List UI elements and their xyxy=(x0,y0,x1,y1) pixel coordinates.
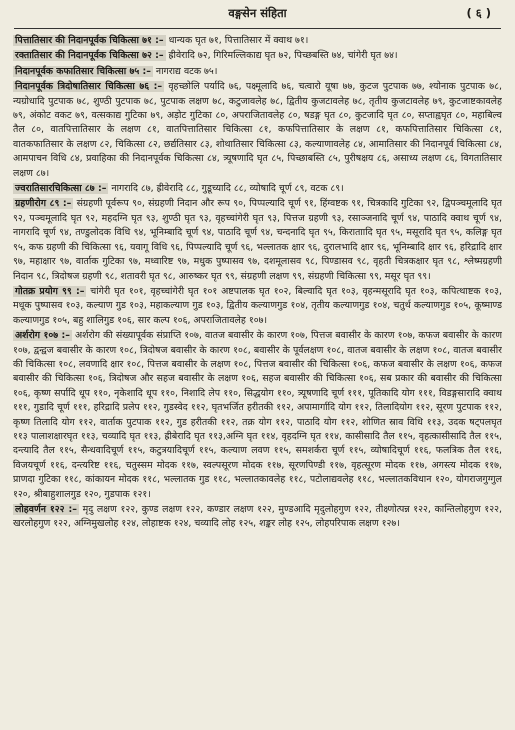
section-heading: लोहवर्णन १२२ :– xyxy=(15,504,77,515)
section-heading: निदानपूर्वक कफातिसार चिकित्सा ७५ :– xyxy=(15,65,151,77)
section-items: मृदु लक्षण १२२, कुण्ड लक्षण १२२, कण्डार लक्षण १२२, मुण्डआदि मृदुलोहगुण १२२, तीक्ष्णोत्पन्न १२२, कान्तिलोहगुण १२२, खरलोहगुण १२२, अग्निमुखलोह १२४, लोहाष्टक १२४, चव्यादि लोह १२५, शङ्कर लोह १२५, लोहपरिपाक लक्षण १२७। xyxy=(13,504,502,530)
section-heading: अर्शरोग १०७ :– xyxy=(15,330,70,342)
section-items: धान्यक घृत ७१, पित्तातिसार में क्वाथ ७१। xyxy=(165,35,309,46)
page-header xyxy=(0,6,515,24)
section-items: चांगेरी घृत १०१, वृहच्चांगेरी घृत १०१ अष्टपालक घृत १०२, बिल्वादि घृत १०३, वृहन्मसूरादि घृत १०३, कपित्थाष्टक १०३, मधूक पुष्पासव १०३, कल्याण गुड १०३, महाकल्याण गुड १०३, द्वितीय कल्याणगुड १०४, तृतीय कल्याणगुड १०४, चतुर्थ कल्याणगुड १०५, कूष्माण्ड कल्याणगुड १०५, बहु शालिगुड १०६, सार कल्प १०६, अपराजितावलेह १०७। xyxy=(13,285,502,326)
toc-entry xyxy=(13,65,502,79)
section-items: संग्रहणी पूर्वरूप ९०, संग्रहणी निदान और रूप ९०, पिप्पल्यादि चूर्ण ९१, हिंग्वष्टक ९१, चित्रकादि गुटिका ९२, द्विपञ्चमूलादि घृत ९२, पञ्चमूलादि घृत ९२, महदग्नि घृत ९३, शुण्ठी घृत ९३, वृहच्चांगेरी घृत ९३, पित्तज ग्रहणी ९३, रसाञ्जनादि चूर्ण ९४, पाठादि क्वाथ चूर्ण ९४, नागरादि चूर्ण ९४, तण्डुलोदक विधि ९४, भूनिम्बादि चूर्ण ९४, पाठादि चूर्ण ९४, चन्दनादि घृत ९५, किराताादि घृत ९५, मसूरादि घृत ९५, कलिङ्ग घृत ९५, कफ ग्रहणी की चिकित्सा ९६, यवागू विधि ९६, पिप्पल्यादि चूर्ण ९६, भल्लातक क्षार ९६, दुरालभादि क्षार ९६, भूनिम्बादि क्षार ९६, हरिद्रादि क्षार ९७, महाक्षार ९७, वार्ताक गुटिका ९७, मध्वारिष्ट ९७, मधुक पुष्पासव ९७, दशमूलासव ९८, पिण्डासव ९८, वृहती चित्रकक्षार घृत ९८, श्लेष्मग्रहणी निदान ९८, त्रिदोषज ग्रहणी ९८, शतावरी घृत ९८, आरुष्कर घृत ९९, संग्रहणी लक्षण ९९, संग्रहणी चिकित्सा ९९, मसूर घृत ९९। xyxy=(13,198,502,282)
page-number: ( ६ ) xyxy=(466,6,491,20)
section-items: अर्शरोग की संख्यापूर्वक संप्राप्ति १०७, वातज बवासीर के कारण १०७, पित्तज बवासीर के कारण १०७, कफज बवासीर के कारण १०७, द्वन्द्वज बवासीर के कारण १०८, त्रिदोषज बवासीर के कारण १०८, बवासीर के पूर्वलक्षण १०८, वातज बवासीर के लक्षण १०८, वातज बवासीर की चिकित्सा १०८, लवणादि क्षार १०८, पित्तज बवासीर के लक्षण १०८, पित्तज बवासीर की चिकित्सा १०६, कफज बवासीर के लक्षण १०६, कफज बवासीर की चिकित्सा १०६, त्रिदोषज और सहज बवासीर के लक्षण १०६, सहज बवासीर की चिकित्सा १०६, सब प्रकार की बवासीर की चिकित्सा १०६, कृष्ण सर्पादि धूप ११०, नृकेशादि धूप ११०, निशादि लेप ११०, सिद्धयोग ११०, त्र्यूषणादि चूर्ण १११, पूतिकादि योग १११, विडङ्गसारादि क्वाथ १११, गुडादि चूर्ण १११, हरिद्रादि प्रलेप ११२, गुडस्वेद ११२, घृतभर्जित हरीतकी ११२, अपामार्गादि योग ११२, तिलादियोग ११२, सूरण पुटपाक ११२, कृष्ण तिलादि योग ११२, वार्ताक पुटपाक ११२, गुड हरीतकी ११२, तक्र योग ११२, पाठादि योग ११२, शोणित स्राव विधि ११३, उदक षट्पलघृत ११३ पालाशक्षारघृत ११३, चव्यादि घृत ११३, ह्रीबेरादि घृत ११३,अग्नि घृत ११४, वृहदग्नि घृत ११४, कासीसादि तैल ११५, वृहत्कासीसादि तैल ११५, दन्त्यादि तैल ११५, सैन्धवादिचूर्ण ११५, कटुत्रयादिचूर्ण ११५, कल्याण लवण ११५, समशर्करा चूर्ण ११५, व्योषादिचूर्ण ११६, फलत्रिक तैल ११६, विजयचूर्ण ११६, दन्त्यरिष्ट ११६, चतुस्सम मोदक ११७, स्वल्पसूरण मोदक ११७, सूरणपिण्डी ११७, वृहत्सूरण मोदक ११७, अगस्त्य मोदक ११७, प्राणदा गुटिका ११८, कांकायन मोदक ११८, भल्लातक गुड ११८, भल्लातकावलेह ११८, पटोलाद्यवलेह ११८, भल्लातकविधान १२०, योगराजगुग्गुल १२०, श्रीबाहुशालगुड १२०, गुडपाक १२१। xyxy=(13,330,502,500)
section-heading: ग्रहणीरोग ८९ :– xyxy=(15,198,72,210)
toc-entry xyxy=(13,80,502,181)
section-heading: पित्तातिसार की निदानपूर्वक चिकित्सा ७१ :– xyxy=(15,35,164,46)
section-heading: निदानपूर्वक त्रिदोषातिसार चिकित्सा ७६ :– xyxy=(15,81,163,93)
section-items: वृहच्छोलि पर्यादि ७६, पक्ष्मूलादि ७६, चत्वारो यूषा ७७, कुटज पुटपाक ७७, श्योनाक पुटपाक ७८, न्यग्रोधादि पुटपाक ७८, शुण्ठी पुटपाक ७८, पुटपाक लक्षण ७८, कटुजावलेह ७८, द्वितीय कुजटावलेह ७८, तृतीय कुजटावलेह ७९, कुटजाष्टकावलेह ७९, अंकोट वकट ७९, वत्सकाद्य गुटिका ७९, अड़ोट गुटिका ८०, अपराजितावलेह ८०, षडङ्ग घृत ८०, कुटजादि घृत ८०, सप्ताह्वघृत ८०, महाबिल्व तैल ८०, वातपित्तातिसार के लक्षण ८१, वातपित्तातिसार चिकित्सा ८१, कफपित्तातिसार के लक्षण ८१, कफपित्तातिसार चिकित्सा ८१, वातकफातिसार के लक्षण ८२, चिकित्सा ८२, छर्द्यतिसार ८३, शोथातिसार चिकित्सा ८३, कल्याणावलेह ८४, आमातिसार की निदानपूर्व चिकित्सा ८४, आमपाचन विधि ८४, प्रवाहिका की निदानपूर्वक चिकित्सा ८४, त्र्यूषणादि घृत ८५, पिच्छाबस्ति ८५, पुरीषक्षय ८६, असाध्य लक्षण ८६, विगतातिसार लक्षण ८७। xyxy=(13,81,502,179)
section-items: नागरादि ८७, ह्रीवेरादि ८८, गुडूच्यादि ८८, व्योषादि चूर्ण ८९, वटक ८९। xyxy=(108,183,344,195)
toc-entry xyxy=(13,197,502,283)
section-items: नागराद्य वटक ७५। xyxy=(152,65,218,77)
section-heading: रक्तातिसार की निदानपूर्वक चिकित्सा ७२ :– xyxy=(15,50,164,62)
toc-entry xyxy=(13,34,502,48)
toc-entry xyxy=(13,49,502,63)
section-heading: गोतक्र प्रयोग ९९ :– xyxy=(15,285,85,297)
toc-entry xyxy=(13,285,502,328)
table-of-contents xyxy=(13,34,502,724)
toc-entry xyxy=(13,329,502,502)
header-rule xyxy=(14,28,501,29)
toc-entry xyxy=(13,503,502,532)
toc-entry xyxy=(13,182,502,196)
running-title: वङ्गसेन संहिता xyxy=(228,6,287,20)
section-heading: ज्वरातिसारचिकित्सा ८७ :– xyxy=(15,183,107,195)
section-items: ह्रीवेरादि ७२, गिरिमल्लिकाद्य घृत ७२, पिच्छबस्ति ७४, चांगेरी घृत ७४। xyxy=(165,50,398,62)
